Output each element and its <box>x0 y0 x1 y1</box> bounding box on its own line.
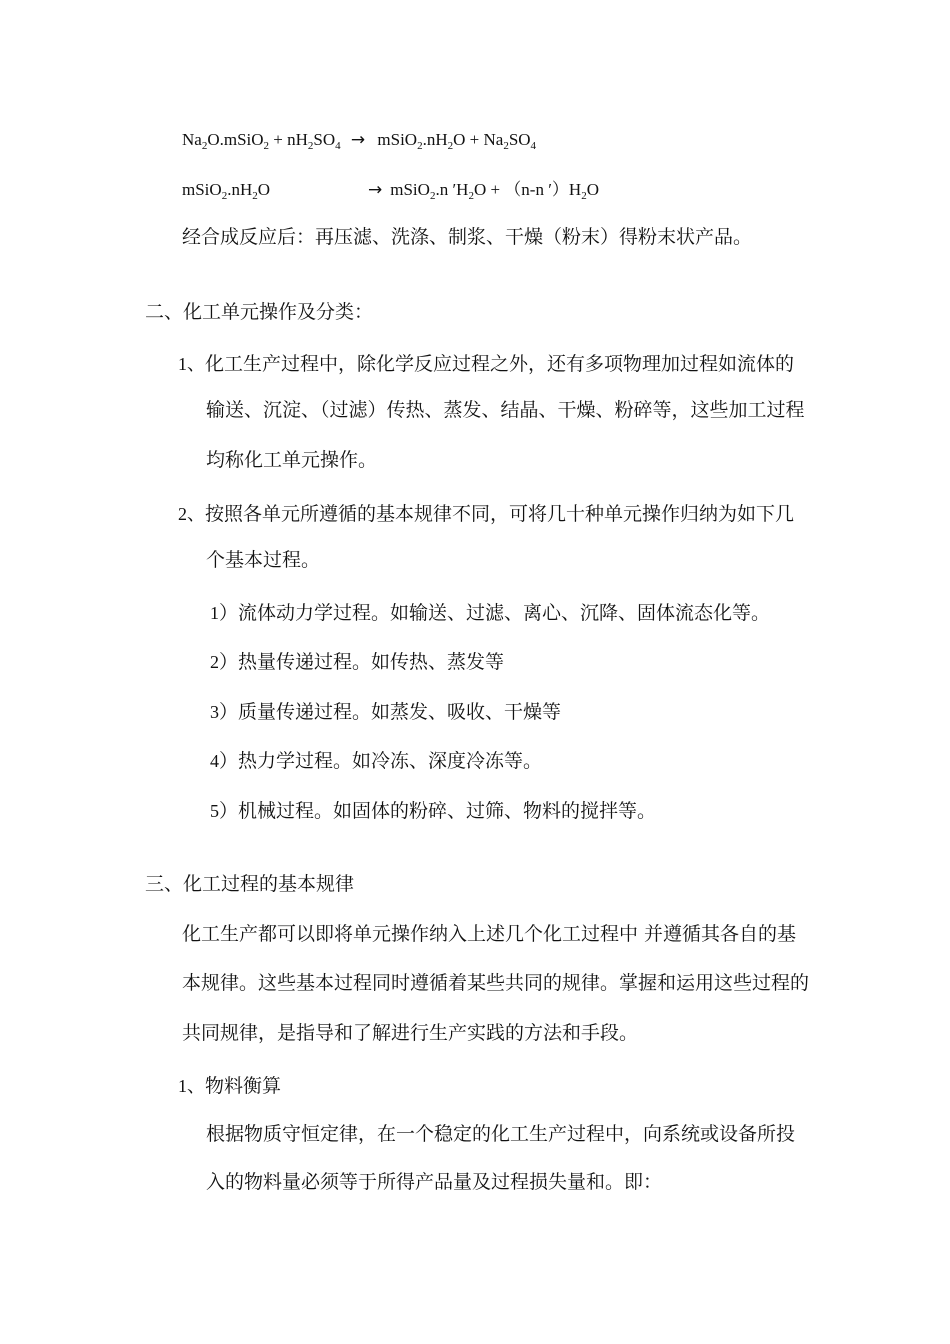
section-3-paragraph: 化工生产都可以即将单元操作纳入上述几个化工过程中 并遵循其各自的基 <box>182 923 797 945</box>
eq2-text: .nH <box>227 180 253 199</box>
eq2-text: .n ′H <box>435 180 469 199</box>
eq1-sub: 4 <box>335 140 341 152</box>
eq1-text: O + Na <box>453 130 504 149</box>
section-3-heading: 三、化工过程的基本规律 <box>145 873 355 895</box>
eq1-text: mSiO <box>377 130 418 149</box>
sub-item-3 <box>210 700 561 724</box>
sub-item-1 <box>210 601 770 625</box>
eq1-text: .nH <box>422 130 448 149</box>
eq2-text: O <box>257 180 270 199</box>
section-2-heading: 二、化工单元操作及分类： <box>145 301 374 323</box>
reaction-arrow-icon: → <box>368 180 383 200</box>
list-number: 1、 <box>178 1076 205 1096</box>
list-item-text: 化工生产过程中，除化学反应过程之外，还有多项物理加过程如流体的 <box>205 353 795 375</box>
eq1-sub: 2 <box>307 140 314 152</box>
list-item-text: 按照各单元所遵循的基本规律不同，可将几十种单元操作归纳为如下几 <box>205 503 795 525</box>
sub-item-5 <box>210 799 656 823</box>
sub-item-text: ）热量传递过程。如传热、蒸发等 <box>219 651 505 673</box>
list-number: 1、 <box>178 354 205 374</box>
sub-item-number: 3 <box>210 702 219 722</box>
eq2-text: O <box>586 180 599 199</box>
eq1-sub: 2 <box>503 140 509 152</box>
eq2-text: mSiO <box>390 180 430 199</box>
section-3-paragraph: 本规律。这些基本过程同时遵循着某些共同的规律。掌握和运用这些过程的 <box>182 972 810 994</box>
sub-item-4 <box>210 749 542 773</box>
eq1-text: SO <box>313 130 336 149</box>
eq2-text: mSiO <box>182 180 222 199</box>
sub-item-text: ）质量传递过程。如蒸发、吸收、干燥等 <box>219 701 562 723</box>
list-item-1 <box>178 352 794 376</box>
list-item-1-cont: 均称化工单元操作。 <box>206 449 378 471</box>
eq1-text: + nH <box>269 130 308 149</box>
list-item-2-cont: 个基本过程。 <box>206 549 321 571</box>
sub-item-number: 2 <box>210 652 219 672</box>
reaction-arrow-icon: → <box>350 130 366 150</box>
eq1-sub: 2 <box>417 140 423 152</box>
list-item-2 <box>178 502 794 526</box>
paragraph-after-reaction: 经合成反应后：再压滤、洗涤、制浆、干燥（粉末）得粉末状产品。 <box>182 226 753 248</box>
list-number: 2、 <box>178 504 205 524</box>
eq1-sub: 2 <box>263 140 270 152</box>
equation-1 <box>182 128 536 152</box>
eq2-sub: 2 <box>468 190 474 202</box>
eq1-text: SO <box>508 130 531 149</box>
eq2-sub: 2 <box>581 190 587 202</box>
material-balance-paragraph: 入的物料量必须等于所得产品量及过程损失量和。即： <box>206 1171 663 1193</box>
material-balance-paragraph: 根据物质守恒定律，在一个稳定的化工生产过程中，向系统或设备所投 <box>206 1123 796 1145</box>
section-3-paragraph: 共同规律，是指导和了解进行生产实践的方法和手段。 <box>182 1022 639 1044</box>
sub-item-text: ）机械过程。如固体的粉碎、过筛、物料的搅拌等。 <box>219 800 657 822</box>
eq1-sub: 2 <box>447 140 454 152</box>
eq1-text: Na <box>182 130 202 149</box>
sub-item-number: 5 <box>210 801 219 821</box>
eq1-sub: 2 <box>201 140 208 152</box>
equation-2 <box>182 178 270 202</box>
eq1-sub: 4 <box>530 140 537 152</box>
sub-item-text: ）流体动力学过程。如输送、过滤、离心、沉降、固体流态化等。 <box>219 602 771 624</box>
sub-item-number: 1 <box>210 603 219 623</box>
eq1-text: O.mSiO <box>207 130 264 149</box>
list-item-text: 物料衡算 <box>205 1075 282 1097</box>
eq2-sub: 2 <box>221 190 228 202</box>
sub-item-text: ）热力学过程。如冷冻、深度冷冻等。 <box>219 750 543 772</box>
sub-item-2 <box>210 650 504 674</box>
sub-item-number: 4 <box>210 751 219 771</box>
list-item-1-cont: 输送、沉淀、（过滤）传热、蒸发、结晶、干燥、粉碎等，这些加工过程 <box>206 399 805 421</box>
eq2-sub: 2 <box>252 190 258 202</box>
eq2-sub: 2 <box>429 190 436 202</box>
equation-2-rhs <box>368 178 599 202</box>
eq2-text: O + （n-n ′）H <box>473 180 582 199</box>
material-balance-heading <box>178 1074 281 1098</box>
